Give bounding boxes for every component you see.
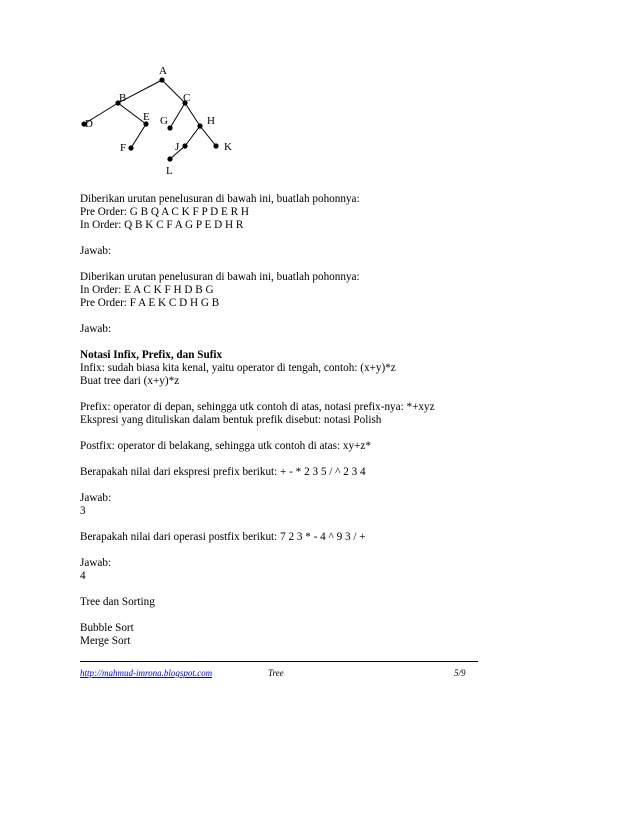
tree-label-b: B — [119, 92, 127, 104]
tree-label-l: L — [166, 165, 173, 177]
binary-tree-diagram — [0, 0, 638, 190]
postfix-answer-value: 4 — [80, 570, 86, 582]
tree-node-f-dot — [128, 145, 133, 150]
exercise-2-question: Diberikan urutan penelusuran di bawah ini, buatlah pohonnya: — [80, 271, 360, 283]
tree-label-d: D — [85, 118, 93, 130]
footer-page-number: 5/9 — [454, 668, 466, 678]
postfix-description: Postfix: operator di belakang, sehingga utk contoh di atas: xy+z* — [80, 440, 371, 452]
tree-node-a-dot — [159, 77, 164, 82]
tree-label-h: H — [207, 115, 215, 127]
tree-label-c: C — [183, 92, 191, 104]
tree-node-j-dot — [182, 143, 187, 148]
footer-divider — [80, 661, 478, 662]
merge-sort-item: Merge Sort — [80, 635, 131, 647]
prefix-description: Prefix: operator di depan, sehingga utk contoh di atas, notasi prefix-nya: *+xyz — [80, 401, 435, 413]
tree-node-h-dot — [197, 123, 202, 128]
tree-node-g-dot — [167, 125, 172, 130]
footer-blog-link[interactable]: http://mahmud-imrona.blogspot.com — [80, 668, 213, 678]
exercise-1-answer-label: Jawab: — [80, 245, 112, 257]
tree-node-k-dot — [213, 143, 218, 148]
tree-label-g: G — [160, 115, 168, 127]
exercise-1-question: Diberikan urutan penelusuran di bawah ini, buatlah pohonnya: — [80, 193, 360, 205]
tree-label-a: A — [159, 65, 167, 77]
section-heading-sorting: Tree dan Sorting — [80, 596, 155, 608]
section-heading-notation: Notasi Infix, Prefix, dan Sufix — [80, 349, 223, 361]
exercise-2-inorder: In Order: E A C K F H D B G — [80, 284, 214, 296]
tree-label-e: E — [143, 111, 150, 123]
bubble-sort-item: Bubble Sort — [80, 622, 134, 634]
tree-label-j: J — [175, 141, 180, 153]
tree-label-f: F — [120, 142, 127, 154]
exercise-1-inorder: In Order: Q B K C F A G P E D H R — [80, 219, 244, 231]
postfix-answer-label: Jawab: — [80, 557, 112, 569]
tree-node-l-dot — [167, 156, 172, 161]
infix-tree-instruction: Buat tree dari (x+y)*z — [80, 375, 180, 387]
exercise-2-answer-label: Jawab: — [80, 323, 112, 335]
prefix-polish-note: Ekspresi yang dituliskan dalam bentuk prefik disebut: notasi Polish — [80, 414, 382, 426]
prefix-answer-value: 3 — [80, 505, 86, 517]
prefix-question: Berapakah nilai dari ekspresi prefix berikut: + - * 2 3 5 / ^ 2 3 4 — [80, 466, 366, 478]
exercise-1-preorder: Pre Order: G B Q A C K F P D E R H — [80, 206, 249, 218]
prefix-answer-label: Jawab: — [80, 492, 112, 504]
postfix-question: Berapakah nilai dari operasi postfix berikut: 7 2 3 * - 4 ^ 9 3 / + — [80, 531, 366, 543]
tree-label-k: K — [224, 141, 232, 153]
exercise-2-preorder: Pre Order: F A E K C D H G B — [80, 297, 220, 309]
infix-description: Infix: sudah biasa kita kenal, yaitu operator di tengah, contoh: (x+y)*z — [80, 362, 396, 374]
footer-document-title: Tree — [268, 668, 284, 678]
